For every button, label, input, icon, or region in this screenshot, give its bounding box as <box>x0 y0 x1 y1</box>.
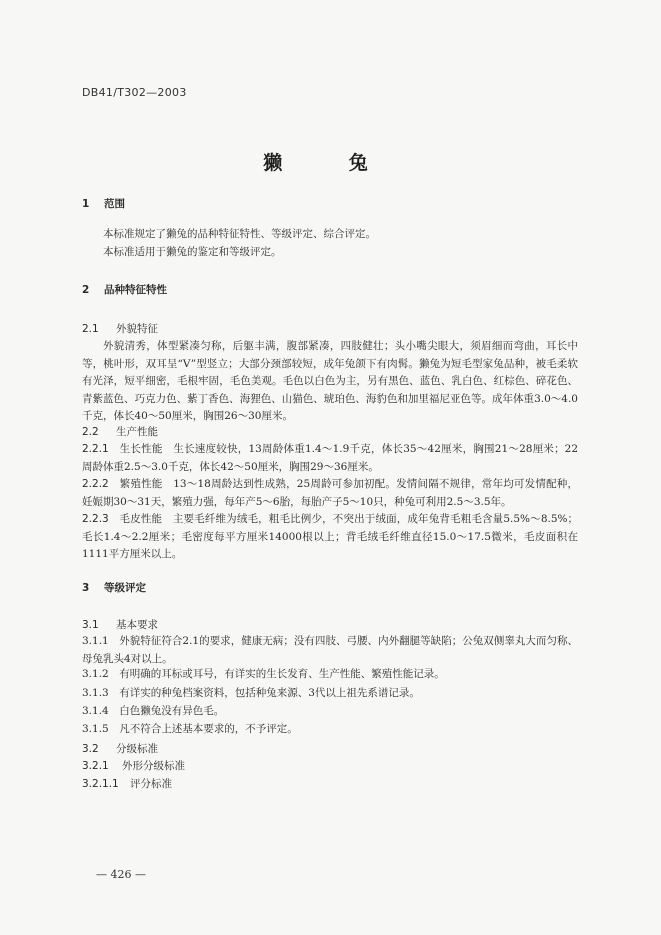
page-number: — 426 — <box>96 868 146 881</box>
subsection-3-2-1-1-heading <box>82 776 172 791</box>
subsection-title: 生产性能 <box>116 426 158 438</box>
clause-text: 13～18周龄达到性成熟，25周龄可参加初配。发情间隔不规律，常年均可发情配种，妊娠期30～31天，繁殖力强，每年产5～6胎，每胎产子5～10只，种兔可利用2.5～3.5年。 <box>82 478 578 508</box>
subsection-2-2-heading <box>82 424 158 439</box>
subsection-number: 3.1 <box>82 619 99 631</box>
section-title: 等级评定 <box>104 582 146 594</box>
paragraph-growth <box>82 441 578 476</box>
subsection-title: 外形分级标准 <box>122 760 185 772</box>
section-number: 3 <box>82 582 90 594</box>
clause-text: 主要毛纤维为绒毛，粗毛比例少，不突出于绒面，成年兔背毛粗毛含量5.5%～8.5%；毛长1.4～2.2厘米；毛密度每平方厘米14000根以上；背毛绒毛纤维直径15.0～17.5微米，毛皮面积在1111平方厘米以上。 <box>82 513 579 560</box>
subsection-3-1-heading <box>82 617 158 632</box>
standard-code: DB41/T302—2003 <box>82 86 187 99</box>
paragraph-3-1-3: 3.1.3 有详实的种兔档案资料，包括种兔来源、3代以上祖先系谱记录。 <box>82 687 420 699</box>
subsection-number: 2.1 <box>82 323 99 335</box>
section-1-heading <box>82 196 125 211</box>
subsection-3-2-heading <box>82 741 158 756</box>
paragraph-scope-1: 本标准规定了獭兔的品种特征特性、等级评定、综合评定。 <box>103 228 376 240</box>
subsection-title: 分级标准 <box>116 743 158 755</box>
subsection-2-1-heading <box>82 321 158 336</box>
document-title: 獭 兔 <box>263 152 398 174</box>
section-3-heading <box>82 580 146 595</box>
paragraph-scope-2: 本标准适用于獭兔的鉴定和等级评定。 <box>103 246 282 258</box>
subsection-title: 评分标准 <box>130 778 172 790</box>
clause-heading: 3.1.1 外貌特征符合2.1的要求，健康无病； <box>82 635 294 647</box>
clause-heading: 2.2.3 毛皮性能 <box>82 513 163 525</box>
paragraph-3-1-2: 3.1.2 有明确的耳标或耳号，有详实的生长发育、生产性能、繁殖性能记录。 <box>82 668 445 680</box>
section-number: 2 <box>82 284 90 296</box>
clause-text: 没有四肢、弓腰、内外翻腿等缺陷；公兔双侧睾丸大而匀称、母兔乳头4对以上。 <box>82 635 579 665</box>
clause-text: 生长速度较快，13周龄体重1.4～1.9千克，体长35～42厘米，胸围21～28厘米；22周龄体重2.5～3.0千克，体长42～50厘米，胸围29～36厘米。 <box>82 443 579 473</box>
paragraph-reproduction <box>82 476 578 511</box>
paragraph-appearance: 外貌清秀，体型紧凑匀称，后躯丰满，腹部紧凑，四肢健壮；头小嘴尖眼大，须眉细而弯曲，耳长中等，桃叶形，双耳呈“V”型竖立；大部分颈部较短，成年兔颌下有肉髯。獭兔为短毛型家兔品种，被毛柔软有光泽，短平细密，毛根牢固，毛色美观。毛色以白色为主，另有黑色、蓝色、乳白色、红棕色、碎花色、青紫蓝色、巧克力色、紫丁香色、海狸色、山猫色、琥珀色、海豹色和加里福尼亚色等。成年体重3.0～4.0千克，体长40～50厘米，胸围26～30厘米。 <box>82 340 578 422</box>
subsection-title: 外貌特征 <box>116 323 158 335</box>
paragraph-fur <box>82 511 578 564</box>
subsection-3-2-1-heading <box>82 758 185 773</box>
clause-heading: 2.2.2 繁殖性能 <box>82 478 163 490</box>
section-2-heading <box>82 282 167 297</box>
subsection-title: 基本要求 <box>116 619 158 631</box>
section-number: 1 <box>82 198 90 210</box>
section-title: 范围 <box>104 198 125 210</box>
subsection-number: 3.2.1.1 <box>82 778 119 790</box>
paragraph-3-1-5: 3.1.5 凡不符合上述基本要求的，不予评定。 <box>82 723 298 735</box>
paragraph-3-1-1 <box>82 633 578 668</box>
subsection-number: 3.2 <box>82 743 99 755</box>
paragraph-3-1-4: 3.1.4 白色獭兔没有异色毛。 <box>82 705 225 717</box>
clause-heading: 2.2.1 生长性能 <box>82 443 163 455</box>
subsection-number: 2.2 <box>82 426 99 438</box>
section-title: 品种特征特性 <box>104 284 167 296</box>
subsection-number: 3.2.1 <box>82 760 109 772</box>
